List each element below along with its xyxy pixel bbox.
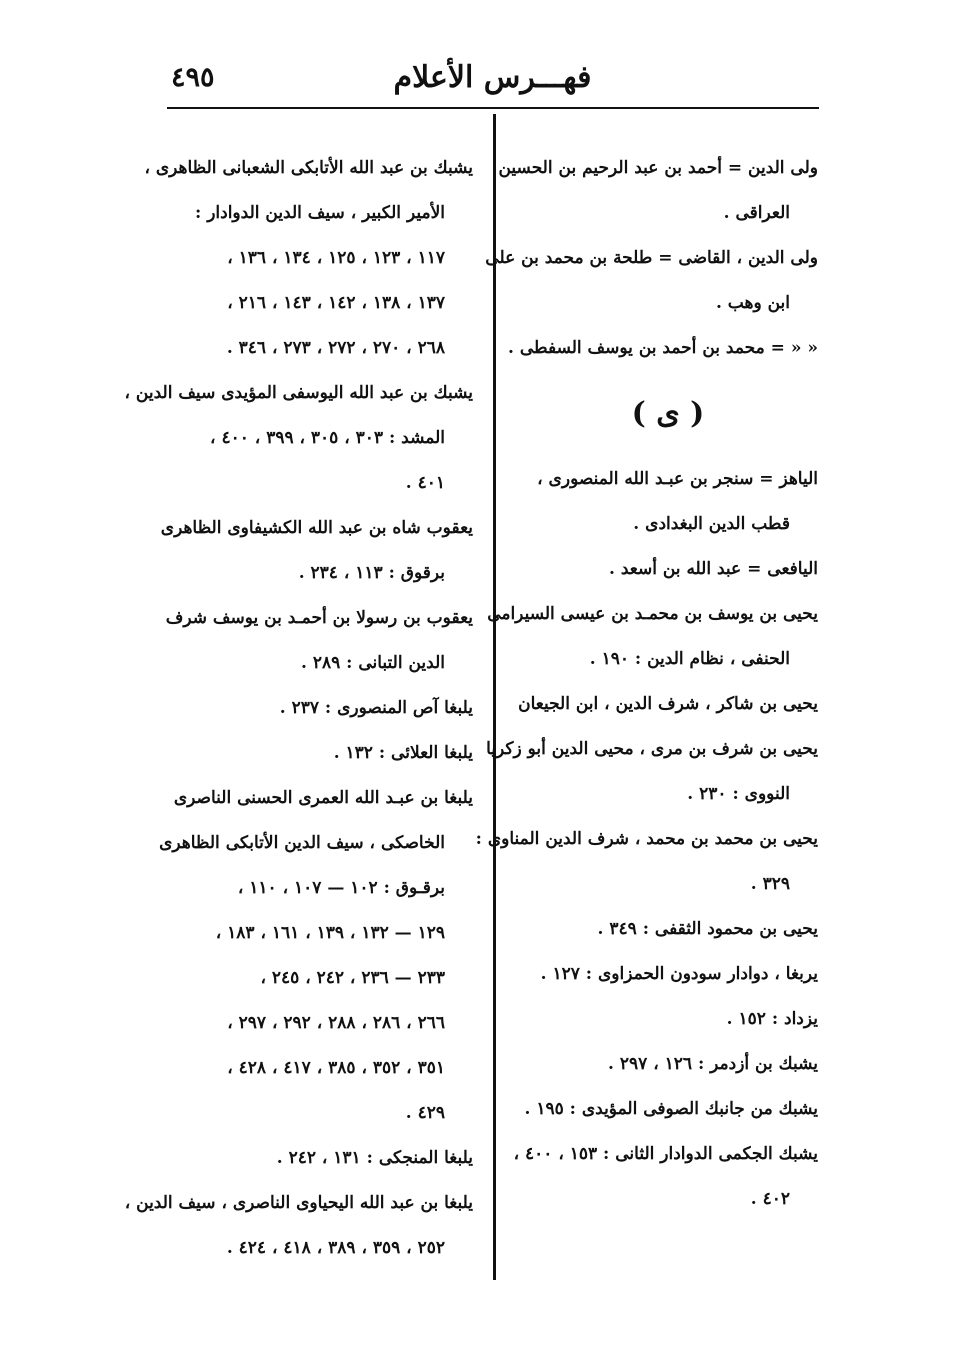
index-entry	[518, 547, 818, 592]
entry-headword-line: ولى الدين ، القاضى = طلحة بن محمد بن على	[485, 248, 818, 268]
header-rule	[167, 107, 819, 109]
entry-headword-line: يشبك بن عبد الله اليوسفى المؤيدى سيف الدين ،	[124, 383, 473, 403]
entries-before-heading	[485, 146, 818, 371]
entry-continuation-line: ٣٢٩ .	[750, 874, 790, 894]
index-entry	[486, 727, 818, 817]
entry-headword-line: يعقوب شاه بن عبد الله الكشيفاوى الظاهرى	[160, 518, 473, 538]
entry-continuation-line: ٢٦٦ ، ٢٨٦ ، ٢٨٨ ، ٢٩٢ ، ٢٩٧ ،	[227, 1013, 445, 1033]
entry-headword-line: يحيى بن شاكر ، شرف الدين ، ابن الجيعان	[518, 694, 818, 714]
entry-continuation-line: الخاصكى ، سيف الدين الأتابكى الظاهرى	[159, 833, 445, 853]
index-entry	[124, 371, 473, 506]
index-entries	[124, 146, 473, 1271]
column-divider	[493, 114, 496, 1280]
entry-continuation-line: ٢٥٢ ، ٣٥٩ ، ٣٨٩ ، ٤١٨ ، ٤٢٤ .	[226, 1238, 445, 1258]
entry-continuation-line: ٢٦٨ ، ٢٧٠ ، ٢٧٢ ، ٢٧٣ ، ٣٤٦ .	[226, 338, 445, 358]
entry-continuation-line: برقـوق : ١٠٢ — ١٠٧ ، ١١٠ ،	[237, 878, 445, 898]
index-entry	[518, 997, 818, 1042]
index-entry	[518, 952, 818, 997]
index-entry	[485, 236, 818, 326]
entry-continuation-line: ابن وهب .	[715, 293, 790, 313]
entry-continuation-line: ٤٢٩ .	[405, 1103, 445, 1123]
entry-continuation-line: الأمير الكبير ، سيف الدين الدوادار :	[195, 203, 445, 223]
entry-continuation-line: النووى : ٢٣٠ .	[687, 784, 790, 804]
entry-continuation-line: ٣٥١ ، ٣٥٢ ، ٣٨٥ ، ٤١٧ ، ٤٢٨ ،	[227, 1058, 445, 1078]
entry-continuation-line: قطب الدين البغدادى .	[633, 514, 790, 534]
page-header	[165, 58, 820, 110]
entry-continuation-line: ١١٧ ، ١٢٣ ، ١٢٥ ، ١٣٤ ، ١٣٦ ،	[227, 248, 445, 268]
entry-continuation-line: ٤٠٢ .	[750, 1189, 790, 1209]
index-entry	[124, 1181, 473, 1271]
entry-headword-line: يحيى بن يوسف بن محمـد بن عيسى السيرامى	[487, 604, 818, 624]
entry-headword-line: يشبك من جانبك الصوفى المؤيدى : ١٩٥ .	[524, 1099, 818, 1119]
index-entry	[498, 146, 818, 236]
index-entry	[518, 1087, 818, 1132]
index-entry	[165, 596, 473, 686]
index-entry	[160, 506, 473, 596]
index-entry	[144, 146, 473, 371]
entry-continuation-line: ٢٣٣ — ٢٣٦ ، ٢٤٢ ، ٢٤٥ ،	[260, 968, 445, 988]
letter-heading: ( ى )	[631, 396, 705, 431]
entry-headword-line: « « = محمد بن أحمد بن يوسف السفطى .	[508, 338, 818, 358]
entry-continuation-line: العراقى .	[723, 203, 790, 223]
entry-headword-line: يلبغا بن عبد الله اليحياوى الناصرى ، سيف الدين ،	[124, 1193, 473, 1213]
index-entry	[513, 1132, 818, 1222]
index-entry	[475, 817, 818, 907]
entry-continuation-line: ١٢٩ — ١٣٢ ، ١٣٩ ، ١٦١ ، ١٨٣ ،	[215, 923, 445, 943]
index-entry	[170, 1136, 473, 1181]
entry-headword-line: يربغا ، دوادار سودون الحمزاوى : ١٢٧ .	[540, 964, 818, 984]
index-entry	[518, 907, 818, 952]
entry-headword-line: اليافعى = عبد الله بن أسعد .	[609, 559, 818, 579]
entry-headword-line: يشبك بن أزدمر : ١٢٦ ، ٢٩٧ .	[608, 1054, 818, 1074]
entry-headword-line: يشبك الجكمى الدوادار الثانى : ١٥٣ ، ٤٠٠ ،	[513, 1144, 818, 1164]
entry-headword-line: ولى الدين = أحمد بن عبد الرحيم بن الحسين	[498, 158, 818, 178]
index-entry	[487, 592, 818, 682]
entry-headword-line: يحيى بن محمود الثقفى : ٣٤٩ .	[597, 919, 818, 939]
index-entry	[518, 1042, 818, 1087]
entry-headword-line: يلبغا آص المنصورى : ٢٣٧ .	[279, 698, 473, 718]
index-entry	[170, 686, 473, 731]
index-entry	[518, 682, 818, 727]
index-entry	[508, 326, 818, 371]
index-entry	[170, 731, 473, 776]
running-title: فهـــرس الأعلام	[393, 60, 592, 95]
index-entry	[518, 457, 818, 547]
index-entry	[159, 776, 473, 1136]
entry-continuation-line: ١٣٧ ، ١٣٨ ، ١٤٢ ، ١٤٣ ، ٢١٦ ،	[227, 293, 445, 313]
entry-headword-line: يحيى بن محمد بن محمد ، شرف الدين المناوى :	[475, 829, 818, 849]
left-column	[124, 146, 473, 1271]
entries-after-heading	[475, 457, 818, 1222]
entry-continuation-line: ٤٠١ .	[405, 473, 445, 493]
entry-headword-line: يلبغا بن عبـد الله العمرى الحسنى الناصرى	[173, 788, 473, 808]
right-column	[475, 146, 818, 1222]
entry-headword-line: يلبغا العلائى : ١٣٢ .	[333, 743, 473, 763]
entry-headword-line: يحيى بن شرف بن مرى ، محيى الدين أبو زكريا	[486, 739, 818, 759]
entry-continuation-line: الحنفى ، نظام الدين : ١٩٠ .	[589, 649, 790, 669]
entry-headword-line: يشبك بن عبد الله الأتابكى الشعبانى الظاهرى ،	[144, 158, 473, 178]
entry-headword-line: يلبغا المنجكى : ١٣١ ، ٢٤٢ .	[276, 1148, 473, 1168]
entry-headword-line: يعقوب بن رسولا بن أحمـد بن يوسف شرف	[165, 608, 473, 628]
entry-continuation-line: الدين التبانى : ٢٨٩ .	[300, 653, 445, 673]
entry-headword-line: الياهز = سنجر بن عبـد الله المنصورى ،	[537, 469, 818, 489]
page-number: ٤٩٥	[171, 62, 215, 93]
entry-continuation-line: المشد : ٣٠٣ ، ٣٠٥ ، ٣٩٩ ، ٤٠٠ ،	[210, 428, 445, 448]
entry-headword-line: يزداد : ١٥٢ .	[726, 1009, 818, 1029]
entry-continuation-line: برقوق : ١١٣ ، ٢٣٤ .	[298, 563, 445, 583]
